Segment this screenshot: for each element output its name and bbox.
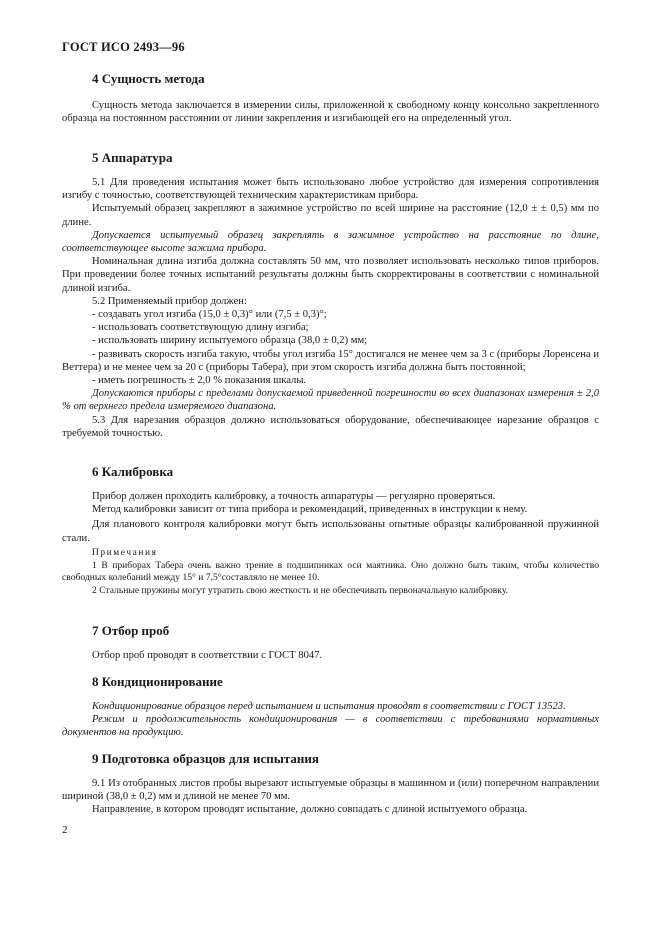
section-6-heading — [62, 464, 599, 480]
italic-paragraph: Режим и продолжительность кондиционирования — в соответствии с требованиями нормативных документов на продукцию. — [62, 714, 599, 739]
italic-paragraph: Допускается испытуемый образец закреплять в зажимное устройство на расстояние по длине, соответствующее высоте зажима прибора. — [62, 229, 599, 255]
paragraph: Номинальная длина изгиба должна составлять 50 мм, что позволяет использовать несколько типов приборов. При проведении более точных испытаний результаты должны быть скорректированы в соответствии с номинальной длиной изгиба. — [62, 256, 599, 294]
section-4-body — [62, 99, 599, 125]
list-item: - использовать соответствующую длину изгиба; — [92, 322, 309, 334]
paragraph: Направление, в котором проводят испытание, должно совпадать с длиной испытуемого образца. — [92, 804, 528, 816]
italic-paragraph: Допускаются приборы с пределами допускаемой приведенной погрешности во всех диапазонах измерения ± 2,0 % от верхнего предела измеряемого диапазона. — [62, 388, 599, 413]
section-title: 7 Отбор проб — [92, 623, 170, 638]
list-item: - иметь погрешность ± 2,0 % показания шкалы. — [92, 375, 307, 387]
section-title: 5 Аппаратура — [92, 150, 173, 165]
section-9-heading — [62, 751, 599, 767]
list-item: - использовать ширину испытуемого образца (38,0 ± 0,2) мм; — [92, 335, 368, 347]
section-7-heading — [62, 623, 599, 639]
section-8-body — [62, 700, 599, 740]
section-4-heading — [62, 71, 599, 87]
section-title: 6 Калибровка — [92, 464, 174, 479]
paragraph: 9.1 Из отобранных листов пробы вырезают испытуемые образцы в машинном и (или) поперечном направлении шириной (38,0 ± 0,2) мм и длиной не менее 70 мм. — [62, 778, 599, 803]
paragraph: Прибор должен проходить калибровку, а точность аппаратуры — регулярно проверяться. — [92, 491, 496, 502]
paragraph: Сущность метода заключается в измерении силы, приложенной к свободному концу консольно закрепленного образца на постоянном расстоянии от линии закрепления и изгибающей его на определенный угол. — [62, 100, 599, 125]
document-header: ГОСТ ИСО 2493—96 — [62, 40, 185, 54]
section-5-heading — [62, 150, 599, 166]
section-6-body — [62, 490, 599, 597]
note: 2 Стальные пружины могут утратить свою жесткость и не обеспечивать первоначальную калибровку. — [92, 584, 509, 596]
section-9-body — [62, 777, 599, 817]
paragraph: Отбор проб проводят в соответствии с ГОСТ 8047. — [92, 650, 323, 661]
paragraph: Метод калибровки зависит от типа прибора и рекомендаций, приведенных в инструкции к нему. — [92, 504, 528, 516]
note: 1 В приборах Табера очень важно трение в подшипниках оси маятника. Оно должно быть таким, чтобы количество свободных колебаний между 15° и 7,5°составляло не менее 10. — [62, 560, 599, 584]
paragraph: 5.3 Для нарезания образцов должно использоваться оборудование, обеспечивающее нарезание образцов с требуемой точностью. — [62, 414, 599, 439]
section-title: 8 Кондиционирование — [92, 674, 223, 689]
page-number: 2 — [62, 824, 68, 836]
italic-paragraph: Кондиционирование образцов перед испытанием и испытания проводят в соответствии с ГОСТ 13523. — [92, 701, 566, 712]
paragraph: 5.1 Для проведения испытания может быть использовано любое устройство для измерения сопротивления изгибу с точностью, соответствующей техническим характеристикам прибора. — [62, 177, 599, 202]
section-title: 4 Сущность метода — [92, 71, 205, 86]
section-7-body — [62, 649, 599, 662]
section-title: 9 Подготовка образцов для испытания — [92, 751, 319, 766]
list-item: - развивать скорость изгиба такую, чтобы угол изгиба 15° достигался не менее чем за 3 с (приборы Лоренсена и Веттера) и не менее чем за 20 с (приборы Табера), при этом скорость изгиба должна быть постоянной; — [62, 348, 599, 373]
notes-title: Примечания — [92, 547, 158, 558]
section-8-heading — [62, 674, 599, 690]
paragraph: 5.2 Применяемый прибор должен: — [92, 295, 247, 307]
paragraph: Для планового контроля калибровки могут быть использованы опытные образцы калиброванной пружинной стали. — [62, 519, 599, 544]
list-item: - создавать угол изгиба (15,0 ± 0,3)° или (7,5 ± 0,3)°; — [92, 309, 327, 321]
section-5-body — [62, 176, 599, 440]
paragraph: Испытуемый образец закрепляют в зажимное устройство по всей ширине на расстояние (12,0 ± ± 0,5) мм по длине. — [62, 203, 599, 228]
